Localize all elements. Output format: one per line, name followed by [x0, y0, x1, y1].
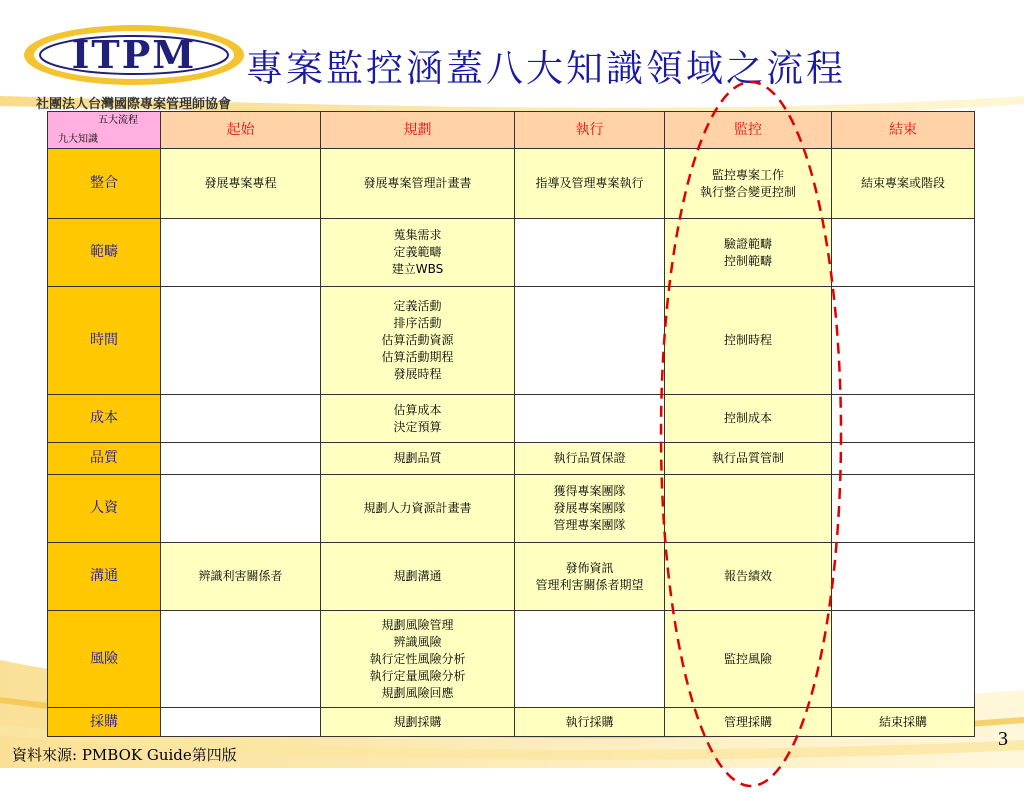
process-name: 監控風險 [723, 651, 772, 666]
process-cell [832, 395, 975, 443]
process-cell [321, 149, 515, 219]
table-row [48, 395, 975, 443]
process-cell [832, 219, 975, 287]
process-name: 規劃風險管理 [381, 617, 454, 632]
process-name: 估算活動資源 [381, 333, 454, 347]
process-cell [665, 149, 832, 219]
phase-header: 結束 [832, 112, 975, 149]
process-cell [665, 219, 832, 287]
process-name: 執行採購 [565, 714, 614, 729]
process-name: 報告績效 [723, 569, 772, 583]
process-cell [161, 543, 321, 611]
process-cell [515, 708, 665, 737]
process-name: 辨識風險 [393, 634, 442, 649]
process-name: 發展專案管理計畫書 [363, 176, 472, 190]
process-name: 發展專案團隊 [553, 501, 626, 515]
process-cell [321, 611, 515, 708]
table-row [48, 708, 975, 737]
process-name: 控制時程 [723, 333, 772, 347]
process-cell [161, 708, 321, 737]
process-cell [515, 611, 665, 708]
process-cell [515, 395, 665, 443]
process-cell [832, 543, 975, 611]
process-name: 驗證範疇 [723, 236, 772, 251]
process-cell [161, 149, 321, 219]
phase-header: 規劃 [321, 112, 515, 149]
source-citation: 資料來源: PMBOK Guide第四版 [12, 746, 237, 764]
process-name: 定義範疇 [393, 245, 442, 259]
process-cell [832, 443, 975, 475]
table-row [48, 287, 975, 395]
process-name: 管理採購 [723, 714, 772, 729]
process-name: 控制成本 [723, 411, 772, 425]
process-name: 發展時程 [393, 367, 442, 381]
table-row [48, 543, 975, 611]
process-name: 建立WBS [391, 262, 444, 276]
process-cell [321, 395, 515, 443]
process-cell [321, 219, 515, 287]
process-cell [832, 708, 975, 737]
process-cell [161, 443, 321, 475]
process-cell [832, 611, 975, 708]
knowledge-area-label: 成本 [48, 395, 161, 443]
process-cell [321, 543, 515, 611]
process-name: 控制範疇 [723, 253, 772, 268]
process-cell [161, 219, 321, 287]
process-cell [321, 443, 515, 475]
knowledge-process-table [47, 111, 975, 737]
process-name: 執行整合變更控制 [699, 184, 796, 199]
process-name: 發展專案專程 [204, 176, 277, 190]
phase-header-row [48, 112, 975, 149]
process-cell [665, 475, 832, 543]
knowledge-area-label: 溝通 [48, 543, 161, 611]
process-cell [161, 475, 321, 543]
table-corner [48, 112, 161, 149]
organization-name: 社團法人台灣國際專案管理師協會 [36, 97, 232, 112]
process-name: 執行定量風險分析 [369, 668, 466, 683]
process-cell [832, 287, 975, 395]
knowledge-area-label: 人資 [48, 475, 161, 543]
process-cell [321, 475, 515, 543]
process-name: 定義活動 [393, 299, 442, 313]
itpm-logo [20, 22, 248, 88]
process-name: 規劃人力資源計畫書 [363, 501, 472, 515]
knowledge-area-label: 範疇 [48, 219, 161, 287]
process-name: 估算成本 [393, 402, 442, 417]
process-cell [515, 219, 665, 287]
process-name: 監控專案工作 [711, 167, 784, 182]
process-cell [515, 543, 665, 611]
table-row [48, 149, 975, 219]
corner-process-label: 五大流程 [98, 115, 138, 126]
process-name: 發佈資訊 [565, 560, 614, 575]
logo-text: ITPM [71, 32, 197, 77]
process-name: 決定預算 [393, 419, 442, 434]
phase-header: 執行 [515, 112, 665, 149]
process-cell [515, 443, 665, 475]
process-name: 規劃風險回應 [381, 685, 454, 700]
knowledge-area-label: 品質 [48, 443, 161, 475]
process-name: 規劃溝通 [393, 569, 442, 583]
process-name: 管理專案團隊 [553, 518, 626, 532]
process-name: 執行定性風險分析 [369, 651, 466, 666]
table-row [48, 443, 975, 475]
table-row [48, 611, 975, 708]
process-name: 指導及管理專案執行 [535, 176, 644, 190]
process-name: 執行品質保證 [553, 451, 626, 465]
process-name: 蒐集需求 [393, 228, 442, 242]
table-row [48, 219, 975, 287]
process-cell [321, 287, 515, 395]
process-cell [515, 287, 665, 395]
process-cell [515, 475, 665, 543]
phase-header: 起始 [161, 112, 321, 149]
process-cell [665, 443, 832, 475]
process-cell [832, 149, 975, 219]
process-cell [665, 543, 832, 611]
process-name: 估算活動期程 [381, 350, 454, 364]
knowledge-area-label: 整合 [48, 149, 161, 219]
corner-knowledge-label: 九大知識 [58, 134, 98, 145]
process-cell [665, 395, 832, 443]
process-name: 排序活動 [393, 316, 442, 330]
process-cell [161, 611, 321, 708]
process-name: 管理利害關係者期望 [535, 577, 644, 592]
process-name: 結束專案或階段 [860, 176, 945, 190]
process-name: 結束採購 [878, 714, 927, 729]
process-name: 規劃採購 [393, 714, 442, 729]
phase-header: 監控 [665, 112, 832, 149]
process-cell [665, 708, 832, 737]
process-name: 規劃品質 [393, 451, 442, 465]
process-cell [321, 708, 515, 737]
knowledge-area-label: 風險 [48, 611, 161, 708]
process-cell [515, 149, 665, 219]
process-name: 執行品質管制 [711, 451, 784, 465]
knowledge-area-label: 採購 [48, 708, 161, 737]
table-row [48, 475, 975, 543]
page-number: 3 [998, 728, 1008, 750]
process-cell [161, 395, 321, 443]
process-name: 獲得專案團隊 [553, 484, 626, 498]
process-cell [665, 611, 832, 708]
process-cell [832, 475, 975, 543]
process-cell [161, 287, 321, 395]
slide-title: 專案監控涵蓋八大知識領域之流程 [246, 47, 846, 90]
process-cell [665, 287, 832, 395]
knowledge-area-label: 時間 [48, 287, 161, 395]
process-name: 辨識利害關係者 [198, 569, 283, 583]
